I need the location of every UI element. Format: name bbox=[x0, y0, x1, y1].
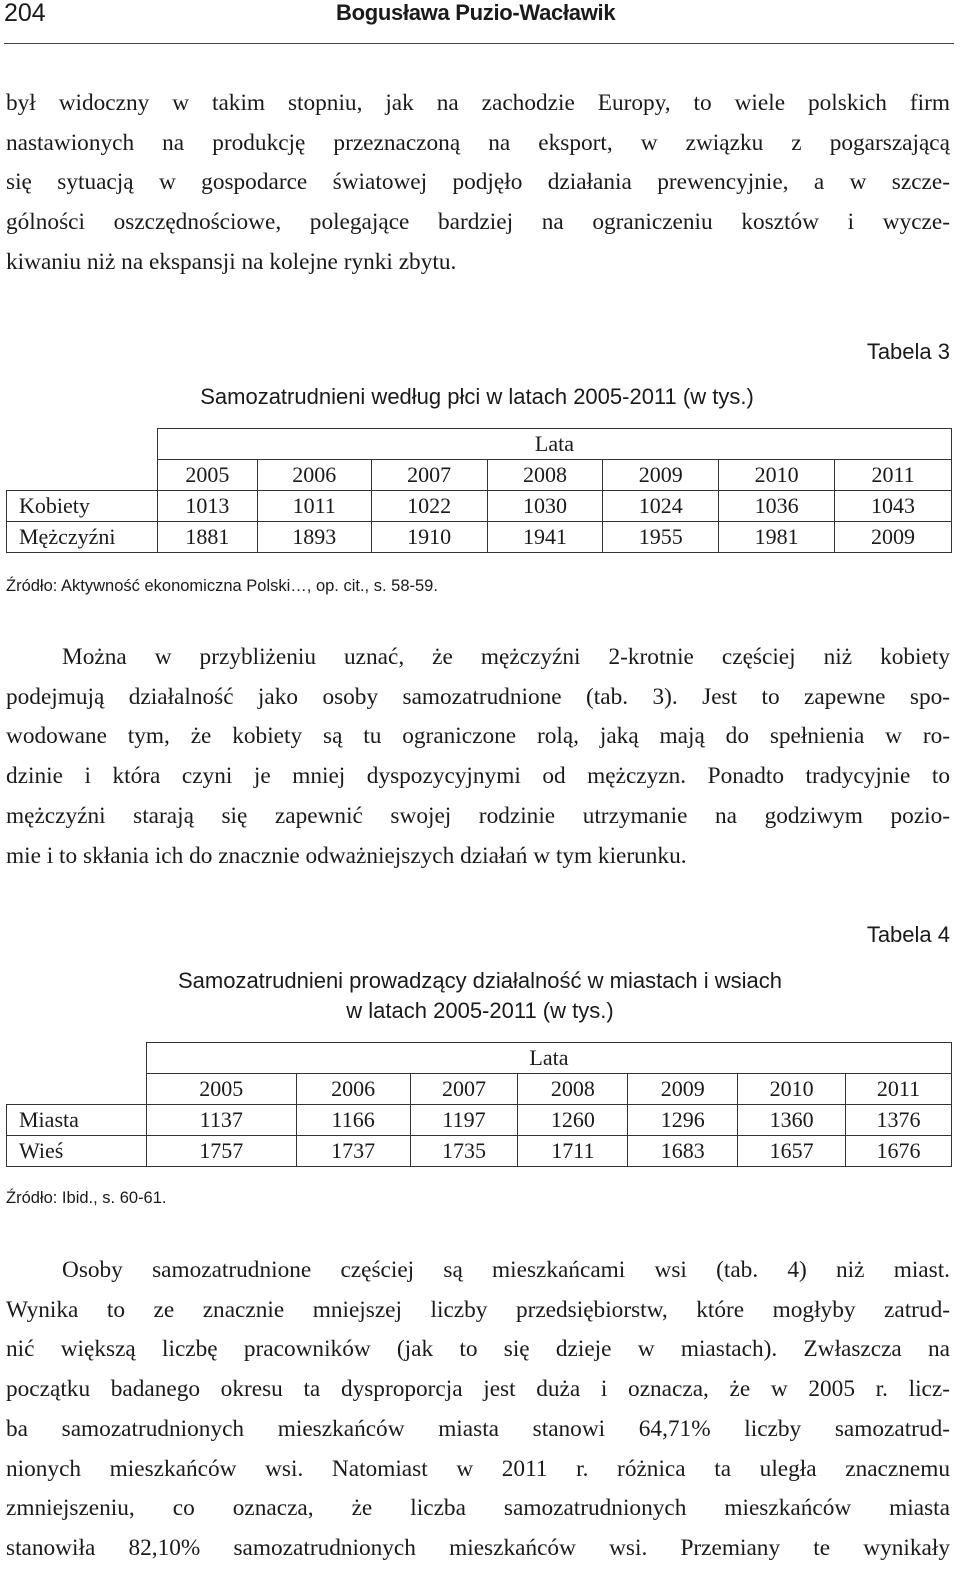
table-cell: 1893 bbox=[257, 522, 371, 553]
text-line: Można w przybliżeniu uznać, że mężczyźni 2-krotnie częściej niż kobiety bbox=[62, 644, 950, 670]
text-line: podejmują działalność jako osoby samozatrudnione (tab. 3). Jest to zapewne spo- bbox=[6, 683, 950, 710]
row-label: Miasta bbox=[7, 1105, 147, 1136]
text-line: mie i to skłania ich do znacznie odważniejszych działań w tym kierunku. bbox=[6, 842, 687, 869]
text-line: ba samozatrudnionych mieszkańców miasta stanowi 64,71% liczby samozatrud- bbox=[6, 1415, 950, 1442]
year-header: 2008 bbox=[518, 1074, 628, 1105]
table-header-row bbox=[7, 1043, 952, 1074]
table-row bbox=[7, 1136, 952, 1167]
table-cell: 1676 bbox=[846, 1136, 952, 1167]
table-cell: 1881 bbox=[157, 522, 257, 553]
table-cell: 1011 bbox=[257, 491, 371, 522]
row-label: Wieś bbox=[7, 1136, 147, 1167]
row-label: Kobiety bbox=[7, 491, 158, 522]
table-cell: 1955 bbox=[603, 522, 719, 553]
text-line: wodowane tym, że kobiety są tu ograniczone rolą, jaką mają do spełnienia w ro- bbox=[6, 723, 950, 750]
paragraph-3 bbox=[6, 1251, 950, 1569]
table-cell: 1022 bbox=[371, 491, 487, 522]
table-cell: 1683 bbox=[628, 1136, 738, 1167]
table-cell: 1166 bbox=[296, 1105, 410, 1136]
year-header: 2006 bbox=[257, 460, 371, 491]
table-3-label: Tabela 3 bbox=[866, 339, 950, 364]
table-cell: 1981 bbox=[719, 522, 835, 553]
table-3-title: Samozatrudnieni według płci w latach 2005-2011 (w tys.) bbox=[200, 384, 754, 409]
page-header bbox=[0, 0, 960, 44]
year-header: 2009 bbox=[603, 460, 719, 491]
year-header: 2010 bbox=[738, 1074, 846, 1105]
table-row bbox=[7, 1105, 952, 1136]
row-label: Mężczyźni bbox=[7, 522, 158, 553]
text-line: był widoczny w takim stopniu, jak na zachodzie Europy, to wiele polskich firm bbox=[6, 90, 950, 116]
text-line: się sytuacją w gospodarce światowej podjęło działania prewencyjnie, a w szcze- bbox=[6, 169, 950, 196]
text-line: początku badanego okresu ta dysproporcja jest duża i oznacza, że w 2005 r. licz- bbox=[6, 1376, 950, 1403]
year-header: 2008 bbox=[487, 460, 603, 491]
table-4-title-line-1: Samozatrudnieni prowadzący działalność w miastach i wsiach bbox=[177, 968, 783, 993]
table-cell: 1137 bbox=[146, 1105, 296, 1136]
table-row bbox=[7, 491, 952, 522]
text-line: kiwaniu niż na ekspansji na kolejne rynki zbytu. bbox=[6, 248, 457, 275]
text-line: nionych mieszkańców wsi. Natomiast w 2011 r. różnica ta uległa znacznemu bbox=[6, 1455, 950, 1482]
table-4-title-line-2: w latach 2005-2011 (w tys.) bbox=[346, 998, 614, 1023]
year-header: 2005 bbox=[146, 1074, 296, 1105]
header-rule bbox=[4, 43, 954, 44]
table-row bbox=[7, 522, 952, 553]
table-header-row bbox=[7, 429, 952, 460]
table-years-row bbox=[7, 460, 952, 491]
table-3 bbox=[6, 428, 952, 553]
text-line: mężczyźni starają się zapewnić swojej rodzinie utrzymanie na godziwym pozio- bbox=[6, 802, 950, 829]
table-years-row bbox=[7, 1074, 952, 1105]
table-3-source: Źródło: Aktywność ekonomiczna Polski…, op. cit., s. 58-59. bbox=[6, 577, 438, 595]
text-line: gólności oszczędnościowe, polegające bardziej na ograniczeniu kosztów i wycze- bbox=[6, 209, 950, 236]
table-cell: 1296 bbox=[628, 1105, 738, 1136]
year-header: 2009 bbox=[628, 1074, 738, 1105]
text-line: dzinie i która czyni je mniej dyspozycyjnymi od mężczyzn. Ponadto tradycyjnie to bbox=[6, 763, 950, 790]
text-line: stanowiła 82,10% samozatrudnionych mieszkańców wsi. Przemiany te wynikały bbox=[6, 1534, 950, 1561]
table-cell: 1735 bbox=[410, 1136, 518, 1167]
table-group-header: Lata bbox=[157, 429, 951, 460]
table-corner bbox=[7, 1074, 147, 1105]
text-line: nastawionych na produkcję przeznaczoną na eksport, w związku z pogarszającą bbox=[6, 129, 950, 156]
table-cell: 1941 bbox=[487, 522, 603, 553]
year-header: 2011 bbox=[835, 460, 952, 491]
text-line: zmniejszeniu, co oznacza, że liczba samozatrudnionych mieszkańców miasta bbox=[6, 1495, 950, 1522]
table-cell: 1910 bbox=[371, 522, 487, 553]
table-cell: 1360 bbox=[738, 1105, 846, 1136]
text-line: nić większą liczbę pracowników (jak to się dzieje w miastach). Zwłaszcza na bbox=[6, 1336, 950, 1363]
table-cell: 1260 bbox=[518, 1105, 628, 1136]
table-cell: 1043 bbox=[835, 491, 952, 522]
text-line: Wynika to ze znacznie mniejszej liczby przedsiębiorstw, które mogłyby zatrud- bbox=[6, 1296, 950, 1323]
table-cell: 1737 bbox=[296, 1136, 410, 1167]
table-4-source: Źródło: Ibid., s. 60-61. bbox=[6, 1189, 167, 1207]
table-cell: 1657 bbox=[738, 1136, 846, 1167]
table-corner bbox=[7, 1043, 147, 1074]
year-header: 2010 bbox=[719, 460, 835, 491]
year-header: 2006 bbox=[296, 1074, 410, 1105]
year-header: 2007 bbox=[371, 460, 487, 491]
running-head-author: Bogusława Puzio-Wacławik bbox=[336, 0, 616, 25]
table-cell: 1030 bbox=[487, 491, 603, 522]
table-4 bbox=[6, 1042, 952, 1167]
page-number: 204 bbox=[4, 0, 46, 27]
table-cell: 1197 bbox=[410, 1105, 518, 1136]
table-corner bbox=[7, 429, 158, 460]
table-4-label: Tabela 4 bbox=[866, 922, 950, 947]
year-header: 2007 bbox=[410, 1074, 518, 1105]
text-line: Osoby samozatrudnione częściej są mieszkańcami wsi (tab. 4) niż miast. bbox=[62, 1257, 950, 1283]
table-corner bbox=[7, 460, 158, 491]
table-cell: 1024 bbox=[603, 491, 719, 522]
paragraph-1 bbox=[6, 84, 950, 283]
paragraph-2 bbox=[6, 638, 950, 876]
table-cell: 1757 bbox=[146, 1136, 296, 1167]
table-cell: 2009 bbox=[835, 522, 952, 553]
table-cell: 1013 bbox=[157, 491, 257, 522]
year-header: 2005 bbox=[157, 460, 257, 491]
table-cell: 1036 bbox=[719, 491, 835, 522]
table-group-header: Lata bbox=[146, 1043, 951, 1074]
table-cell: 1376 bbox=[846, 1105, 952, 1136]
table-cell: 1711 bbox=[518, 1136, 628, 1167]
year-header: 2011 bbox=[846, 1074, 952, 1105]
